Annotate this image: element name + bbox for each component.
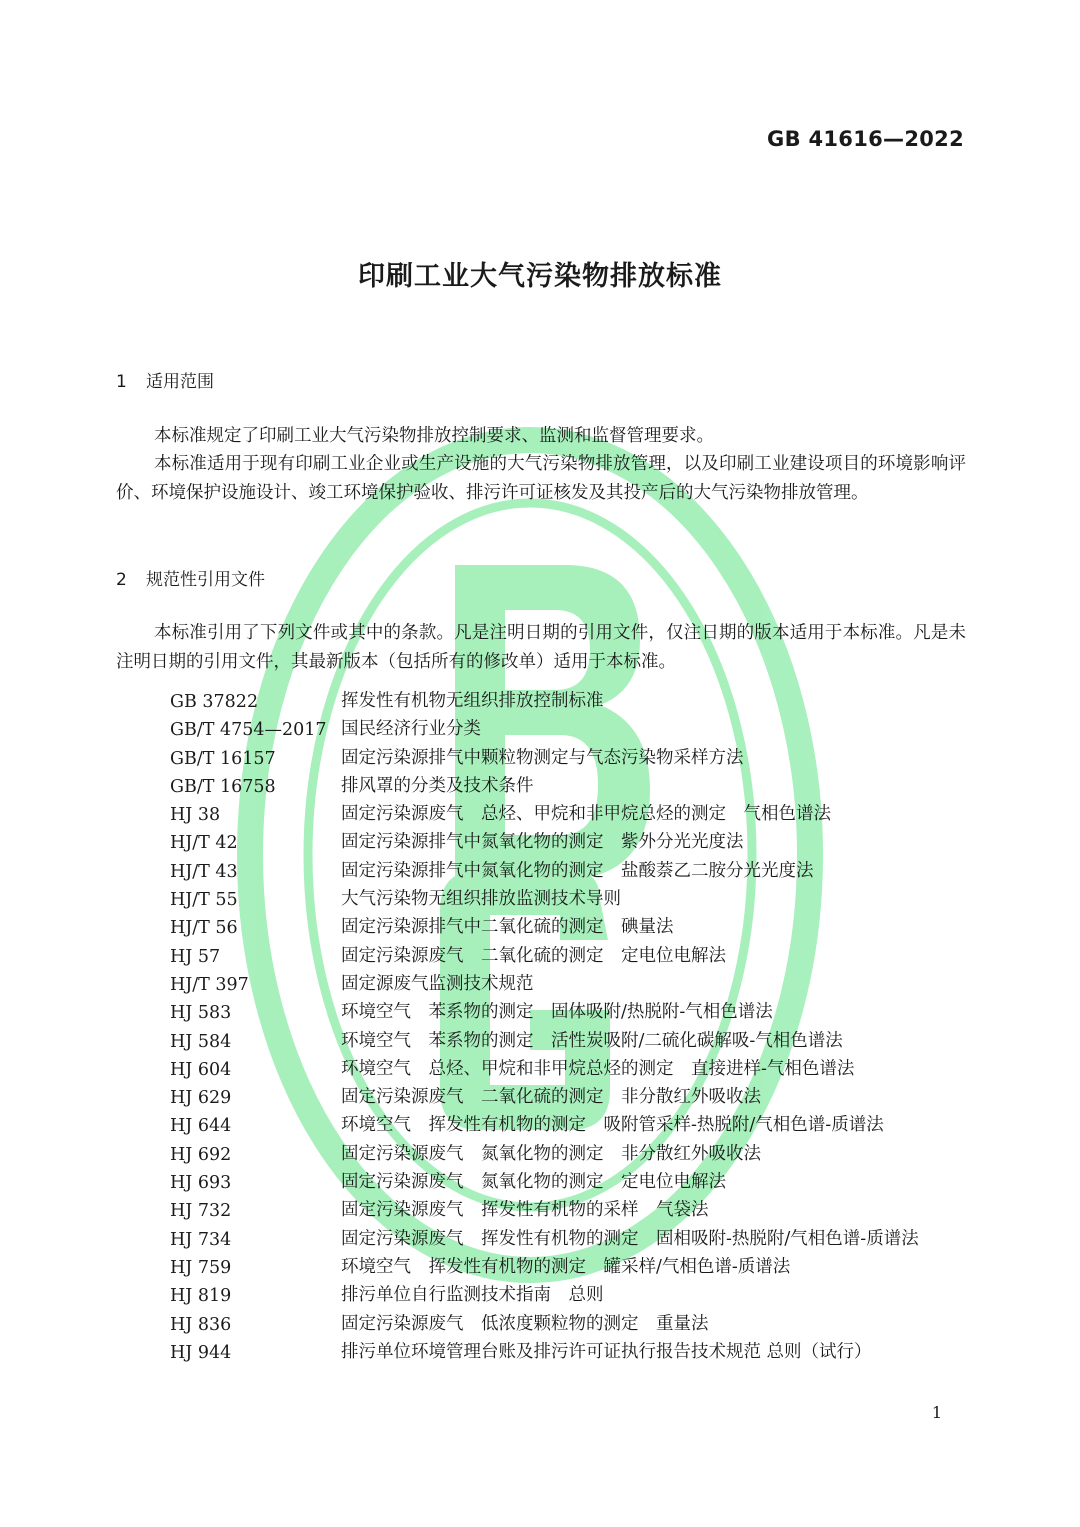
standard-code: GB 41616—2022 xyxy=(767,127,964,151)
reference-row xyxy=(170,1028,970,1056)
reference-title: 固定污染源废气 氮氧化物的测定 定电位电解法 xyxy=(341,1172,726,1193)
page-number: 1 xyxy=(931,1403,942,1422)
reference-row xyxy=(170,1311,970,1339)
reference-row xyxy=(170,716,970,744)
reference-title: 固定污染源废气 挥发性有机物的采样 气袋法 xyxy=(341,1200,709,1221)
reference-title: 固定污染源排气中氮氧化物的测定 紫外分光光度法 xyxy=(341,832,744,853)
reference-title: 排污单位自行监测技术指南 总则 xyxy=(341,1285,604,1306)
reference-row xyxy=(170,1282,970,1310)
reference-title: 排污单位环境管理台账及排污许可证执行报告技术规范 总则（试行） xyxy=(341,1341,872,1362)
reference-row xyxy=(170,1339,970,1367)
reference-row xyxy=(170,688,970,716)
reference-title: 固定污染源废气 氮氧化物的测定 非分散红外吸收法 xyxy=(341,1143,761,1164)
section-title: 规范性引用文件 xyxy=(146,570,265,590)
reference-row xyxy=(170,999,970,1027)
reference-row xyxy=(170,773,970,801)
reference-code: HJ 629 xyxy=(170,1088,232,1109)
document-title: 印刷工业大气污染物排放标准 xyxy=(358,261,722,292)
reference-code: HJ/T 397 xyxy=(170,974,249,995)
reference-row xyxy=(170,829,970,857)
reference-code: HJ 732 xyxy=(170,1201,232,1222)
section-title: 适用范围 xyxy=(146,372,214,392)
reference-title: 大气污染物无组织排放监测技术导则 xyxy=(341,889,621,910)
reference-code: HJ 759 xyxy=(170,1257,232,1278)
reference-row xyxy=(170,886,970,914)
reference-code: HJ 692 xyxy=(170,1144,232,1165)
reference-title: 环境空气 挥发性有机物的测定 吸附管采样-热脱附/气相色谱-质谱法 xyxy=(341,1115,884,1136)
reference-row xyxy=(170,745,970,773)
reference-row xyxy=(170,1254,970,1282)
reference-title: 环境空气 苯系物的测定 活性炭吸附/二硫化碳解吸-气相色谱法 xyxy=(341,1030,843,1051)
reference-row xyxy=(170,858,970,886)
reference-title: 国民经济行业分类 xyxy=(341,719,481,740)
reference-code: HJ/T 43 xyxy=(170,861,238,882)
section-1-paragraph-2: 本标准适用于现有印刷工业企业或生产设施的大气污染物排放管理，以及印刷工业建设项目的环境影响评价、环境保护设施设计、竣工环境保护验收、排污许可证核发及其投产后的大气污染物排放管理。 xyxy=(116,454,966,503)
reference-code: HJ 584 xyxy=(170,1031,232,1052)
reference-row xyxy=(170,1112,970,1140)
reference-title: 挥发性有机物无组织排放控制标准 xyxy=(341,691,604,711)
reference-title: 固定污染源废气 挥发性有机物的测定 固相吸附-热脱附/气相色谱-质谱法 xyxy=(341,1228,919,1249)
reference-code: HJ 644 xyxy=(170,1116,232,1137)
reference-row xyxy=(170,1197,970,1225)
reference-code: HJ 693 xyxy=(170,1173,232,1194)
reference-code: HJ 819 xyxy=(170,1286,232,1307)
reference-code: GB/T 4754—2017 xyxy=(170,720,327,741)
section-number: 2 xyxy=(116,570,127,590)
reference-code: HJ/T 55 xyxy=(170,890,238,911)
reference-title: 环境空气 苯系物的测定 固体吸附/热脱附-气相色谱法 xyxy=(341,1002,773,1023)
reference-code: HJ 38 xyxy=(170,805,221,826)
reference-title: 固定污染源废气 低浓度颗粒物的测定 重量法 xyxy=(341,1313,709,1334)
reference-row xyxy=(170,1141,970,1169)
reference-title: 固定污染源排气中颗粒物测定与气态污染物采样方法 xyxy=(341,747,744,768)
section-1-paragraph-1: 本标准规定了印刷工业大气污染物排放控制要求、监测和监督管理要求。 xyxy=(154,426,714,446)
reference-title: 固定污染源废气 总烃、甲烷和非甲烷总烃的测定 气相色谱法 xyxy=(341,804,831,825)
reference-code: GB/T 16758 xyxy=(170,776,276,797)
reference-code: HJ/T 56 xyxy=(170,918,238,939)
reference-row xyxy=(170,971,970,999)
reference-list xyxy=(170,688,970,1367)
reference-title: 排风罩的分类及技术条件 xyxy=(341,775,534,796)
reference-code: HJ 944 xyxy=(170,1342,232,1363)
reference-row xyxy=(170,914,970,942)
section-number: 1 xyxy=(116,372,127,392)
reference-row xyxy=(170,1056,970,1084)
reference-row xyxy=(170,943,970,971)
section-1-heading xyxy=(116,367,214,392)
reference-title: 环境空气 总烃、甲烷和非甲烷总烃的测定 直接进样-气相色谱法 xyxy=(341,1058,855,1079)
reference-title: 固定污染源排气中二氧化硫的测定 碘量法 xyxy=(341,917,674,938)
reference-title: 固定源废气监测技术规范 xyxy=(341,973,534,994)
reference-title: 固定污染源排气中氮氧化物的测定 盐酸萘乙二胺分光光度法 xyxy=(341,860,814,881)
reference-code: HJ 734 xyxy=(170,1229,232,1250)
reference-code: HJ 583 xyxy=(170,1003,232,1024)
reference-row xyxy=(170,1226,970,1254)
reference-code: HJ 57 xyxy=(170,946,221,967)
reference-title: 环境空气 挥发性有机物的测定 罐采样/气相色谱-质谱法 xyxy=(341,1256,791,1277)
reference-code: HJ 604 xyxy=(170,1059,232,1080)
reference-code: HJ 836 xyxy=(170,1314,232,1335)
reference-code: GB 37822 xyxy=(170,692,259,712)
reference-row xyxy=(170,1084,970,1112)
section-2-paragraph-1: 本标准引用了下列文件或其中的条款。凡是注明日期的引用文件，仅注日期的版本适用于本标准。凡是未注明日期的引用文件，其最新版本（包括所有的修改单）适用于本标准。 xyxy=(116,623,966,672)
reference-row xyxy=(170,1169,970,1197)
reference-code: GB/T 16157 xyxy=(170,748,276,769)
reference-title: 固定污染源废气 二氧化硫的测定 非分散红外吸收法 xyxy=(341,1087,761,1108)
section-2-heading xyxy=(116,565,265,590)
reference-code: HJ/T 42 xyxy=(170,833,238,854)
reference-title: 固定污染源废气 二氧化硫的测定 定电位电解法 xyxy=(341,945,726,966)
reference-row xyxy=(170,801,970,829)
